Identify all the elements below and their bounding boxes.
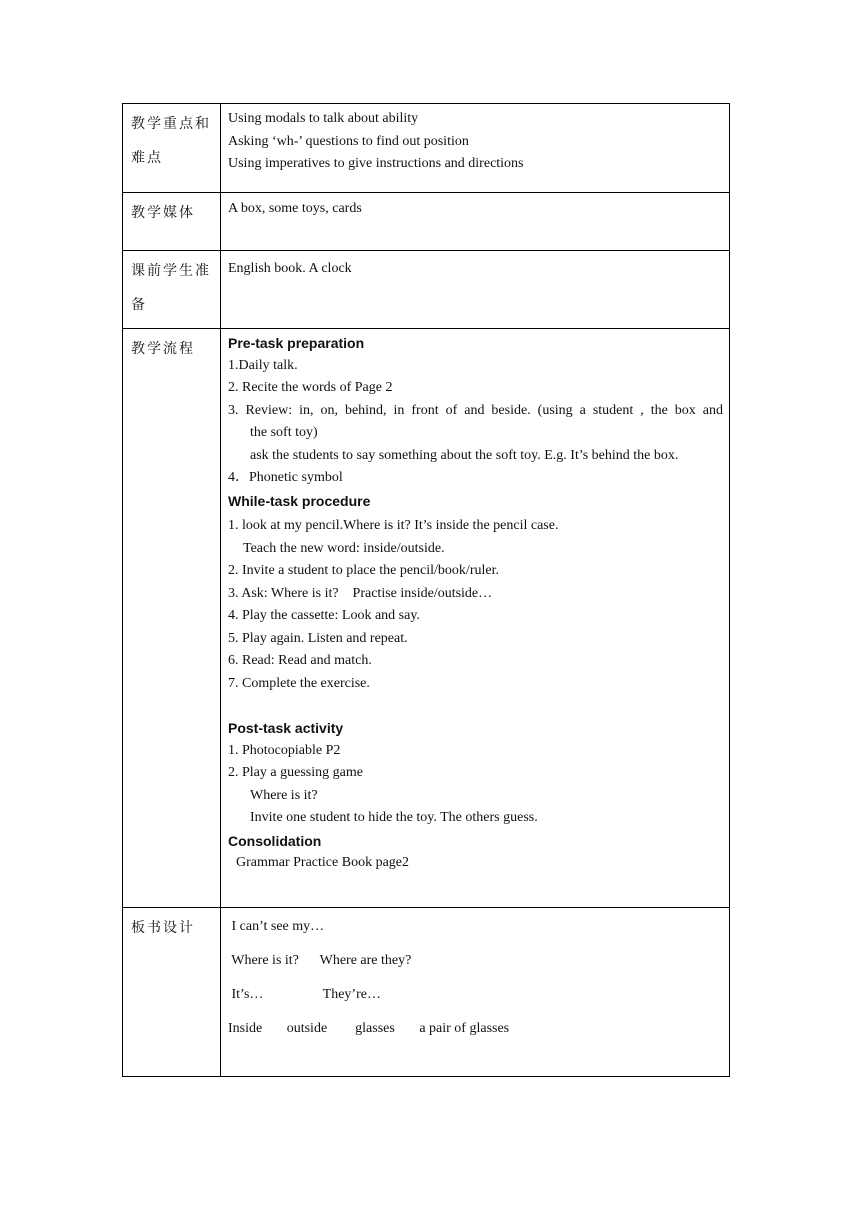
process-label: 教学流程 [131, 341, 195, 357]
prep-label: 课前学生准备 [131, 263, 211, 313]
focus-label-cell [123, 104, 221, 193]
board-line-3: It’s… They’re… [228, 987, 381, 1002]
process-row [123, 329, 730, 908]
while-task-item-7: 7. Complete the exercise. [228, 675, 370, 691]
post-task-item-2: 2. Play a guessing game [228, 765, 363, 780]
post-task-item-2-note: Invite one student to hide the toy. The others guess. [250, 810, 538, 825]
focus-content-cell [221, 104, 730, 193]
focus-line-1: Using modals to talk about ability [228, 111, 419, 126]
board-line-1: I can’t see my… [228, 919, 325, 934]
while-task-item-6: 6. Read: Read and match. [228, 653, 372, 668]
media-text: A box, some toys, cards [228, 201, 362, 216]
lesson-plan-table [122, 103, 730, 1077]
media-label: 教学媒体 [131, 205, 195, 221]
consolidation-text: Grammar Practice Book page2 [236, 855, 409, 870]
board-content-cell [221, 908, 730, 1077]
while-task-item-3: 3. Ask: Where is it? Practise inside/outside… [228, 585, 493, 601]
prep-label-cell [123, 251, 221, 329]
prep-content-cell [221, 251, 730, 329]
focus-label: 教学重点和难点 [131, 116, 211, 166]
focus-line-2: Asking ‘wh-’ questions to find out position [228, 133, 469, 149]
media-content-cell [221, 193, 730, 251]
while-task-item-1: 1. look at my pencil.Where is it? It’s inside the pencil case. [228, 518, 559, 533]
while-task-item-1-cont: Teach the new word: inside/outside. [243, 540, 445, 556]
pre-task-item-2: 2. Recite the words of Page 2 [228, 380, 393, 395]
pre-task-item-3: 3. Review: in, on, behind, in front of and beside. (using a student , the box and [228, 402, 723, 418]
board-line-2: Where is it? Where are they? [228, 953, 412, 968]
pre-task-item-4: 4．Phonetic symbol [228, 470, 343, 485]
while-task-heading: While-task procedure [228, 492, 371, 509]
while-task-item-2: 2. Invite a student to place the pencil/book/ruler. [228, 563, 499, 578]
post-task-item-2-question: Where is it? [250, 787, 318, 803]
board-label: 板书设计 [131, 920, 195, 936]
pre-task-item-3-note: ask the students to say something about the soft toy. E.g. It’s behind the box. [250, 447, 679, 463]
pre-task-item-1: 1.Daily talk. [228, 357, 298, 373]
process-label-cell [123, 329, 221, 908]
prep-row [123, 251, 730, 329]
board-line-4: Inside outside glasses a pair of glasses [228, 1021, 510, 1036]
post-task-item-1: 1. Photocopiable P2 [228, 742, 341, 758]
pre-task-heading: Pre-task preparation [228, 335, 365, 351]
pre-task-item-3-cont: the soft toy) [250, 425, 318, 440]
media-row [123, 193, 730, 251]
focus-row [123, 104, 730, 193]
post-task-heading: Post-task activity [228, 720, 344, 736]
focus-line-3: Using imperatives to give instructions and directions [228, 156, 524, 171]
media-label-cell [123, 193, 221, 251]
while-task-item-5: 5. Play again. Listen and repeat. [228, 630, 408, 646]
process-content-cell [221, 329, 730, 908]
while-task-item-4: 4. Play the cassette: Look and say. [228, 608, 420, 623]
prep-text: English book. A clock [228, 261, 352, 276]
board-label-cell [123, 908, 221, 1077]
consolidation-heading: Consolidation [228, 832, 322, 849]
board-row [123, 908, 730, 1077]
